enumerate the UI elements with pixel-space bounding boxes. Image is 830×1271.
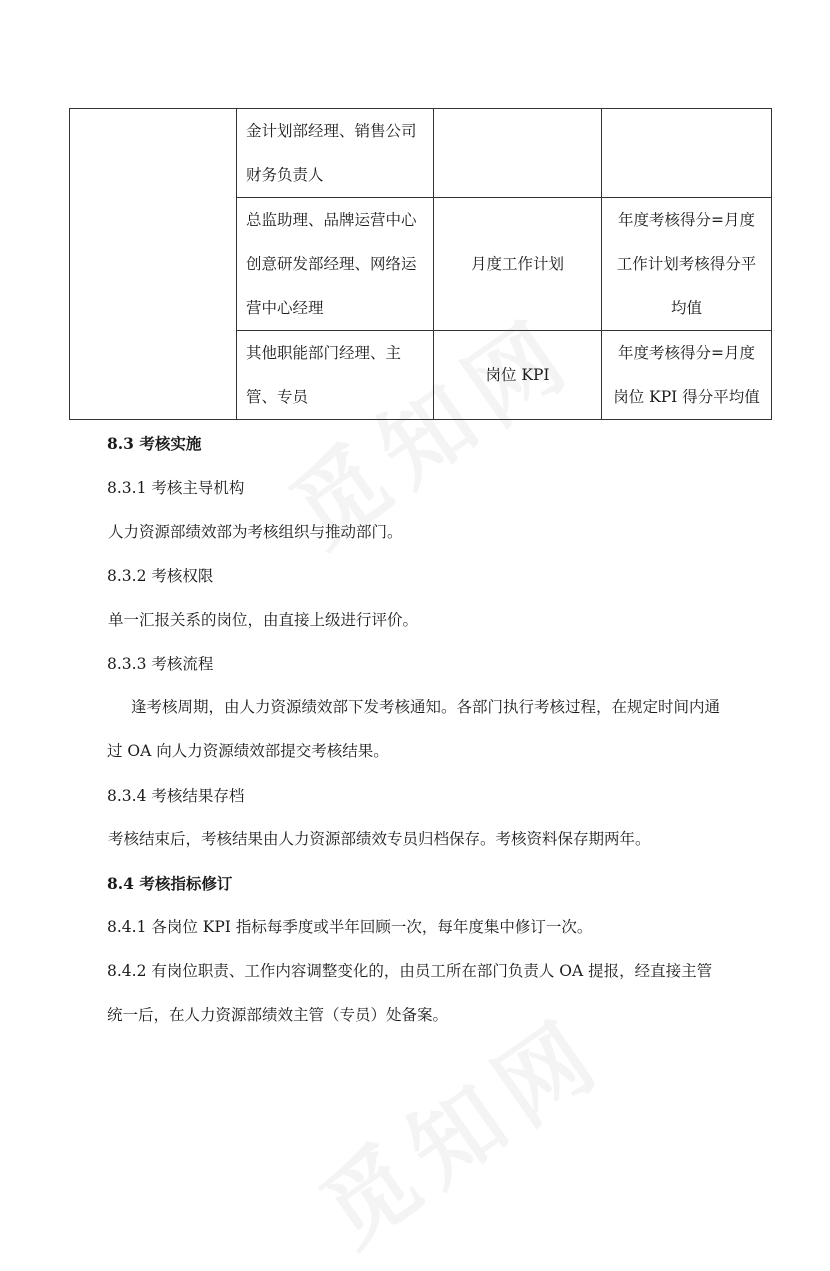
paragraph: 8.4.1 各岗位 KPI 指标每季度或半年回顾一次，每年度集中修订一次。 (107, 918, 593, 936)
cell-text: 营中心经理 (246, 299, 324, 317)
table-cell-post (237, 109, 434, 198)
paragraph: 单一汇报关系的岗位，由直接上级进行评价。 (108, 611, 419, 629)
table-cell-method: 岗位 KPI (434, 331, 602, 420)
cell-text: 创意研发部经理、网络运 (246, 255, 417, 273)
table-cell-category (70, 109, 237, 420)
table-cell-calc (602, 331, 772, 420)
table-cell-method: 月度工作计划 (434, 198, 602, 331)
paragraph: 人力资源部绩效部为考核组织与推动部门。 (108, 523, 403, 541)
table-cell-calc (602, 109, 772, 198)
subsection-heading-8-3-3: 8.3.3 考核流程 (107, 655, 214, 673)
cell-text: 工作计划考核得分平 (616, 255, 757, 273)
subsection-heading-8-3-1: 8.3.1 考核主导机构 (107, 479, 245, 497)
cell-text: 其他职能部门经理、主 (246, 344, 402, 362)
table-cell-post (237, 331, 434, 420)
cell-text: 总监助理、品牌运营中心 (246, 211, 417, 229)
table-row (70, 109, 772, 198)
cell-text: 财务负责人 (246, 166, 324, 184)
subsection-heading-8-3-4: 8.3.4 考核结果存档 (107, 787, 245, 805)
subsection-heading-8-3-2: 8.3.2 考核权限 (107, 567, 214, 585)
cell-text: 年度考核得分=月度 (618, 344, 755, 362)
cell-text: 岗位 KPI 得分平均值 (613, 388, 760, 406)
table-cell-post (237, 198, 434, 331)
paragraph: 8.4.2 有岗位职责、工作内容调整变化的，由员工所在部门负责人 OA 提报，经直接主管 (107, 962, 713, 980)
cell-text: 均值 (670, 299, 702, 317)
kpi-table (69, 108, 772, 420)
table-cell-method (434, 109, 602, 198)
paragraph: 考核结束后，考核结果由人力资源部绩效专员归档保存。考核资料保存期两年。 (108, 830, 651, 848)
paragraph: 过 OA 向人力资源绩效部提交考核结果。 (107, 742, 389, 760)
cell-text: 年度考核得分=月度 (618, 211, 755, 229)
paragraph: 统一后，在人力资源部绩效主管（专员）处备案。 (107, 1006, 449, 1024)
cell-text: 管、专员 (246, 388, 309, 406)
section-heading-8-3: 8.3 考核实施 (107, 434, 202, 453)
cell-text: 金计划部经理、销售公司 (246, 122, 417, 140)
paragraph: 逢考核周期，由人力资源绩效部下发考核通知。各部门执行考核过程，在规定时间内通 (131, 698, 721, 716)
section-heading-8-4: 8.4 考核指标修订 (107, 874, 233, 893)
table-cell-calc (602, 198, 772, 331)
